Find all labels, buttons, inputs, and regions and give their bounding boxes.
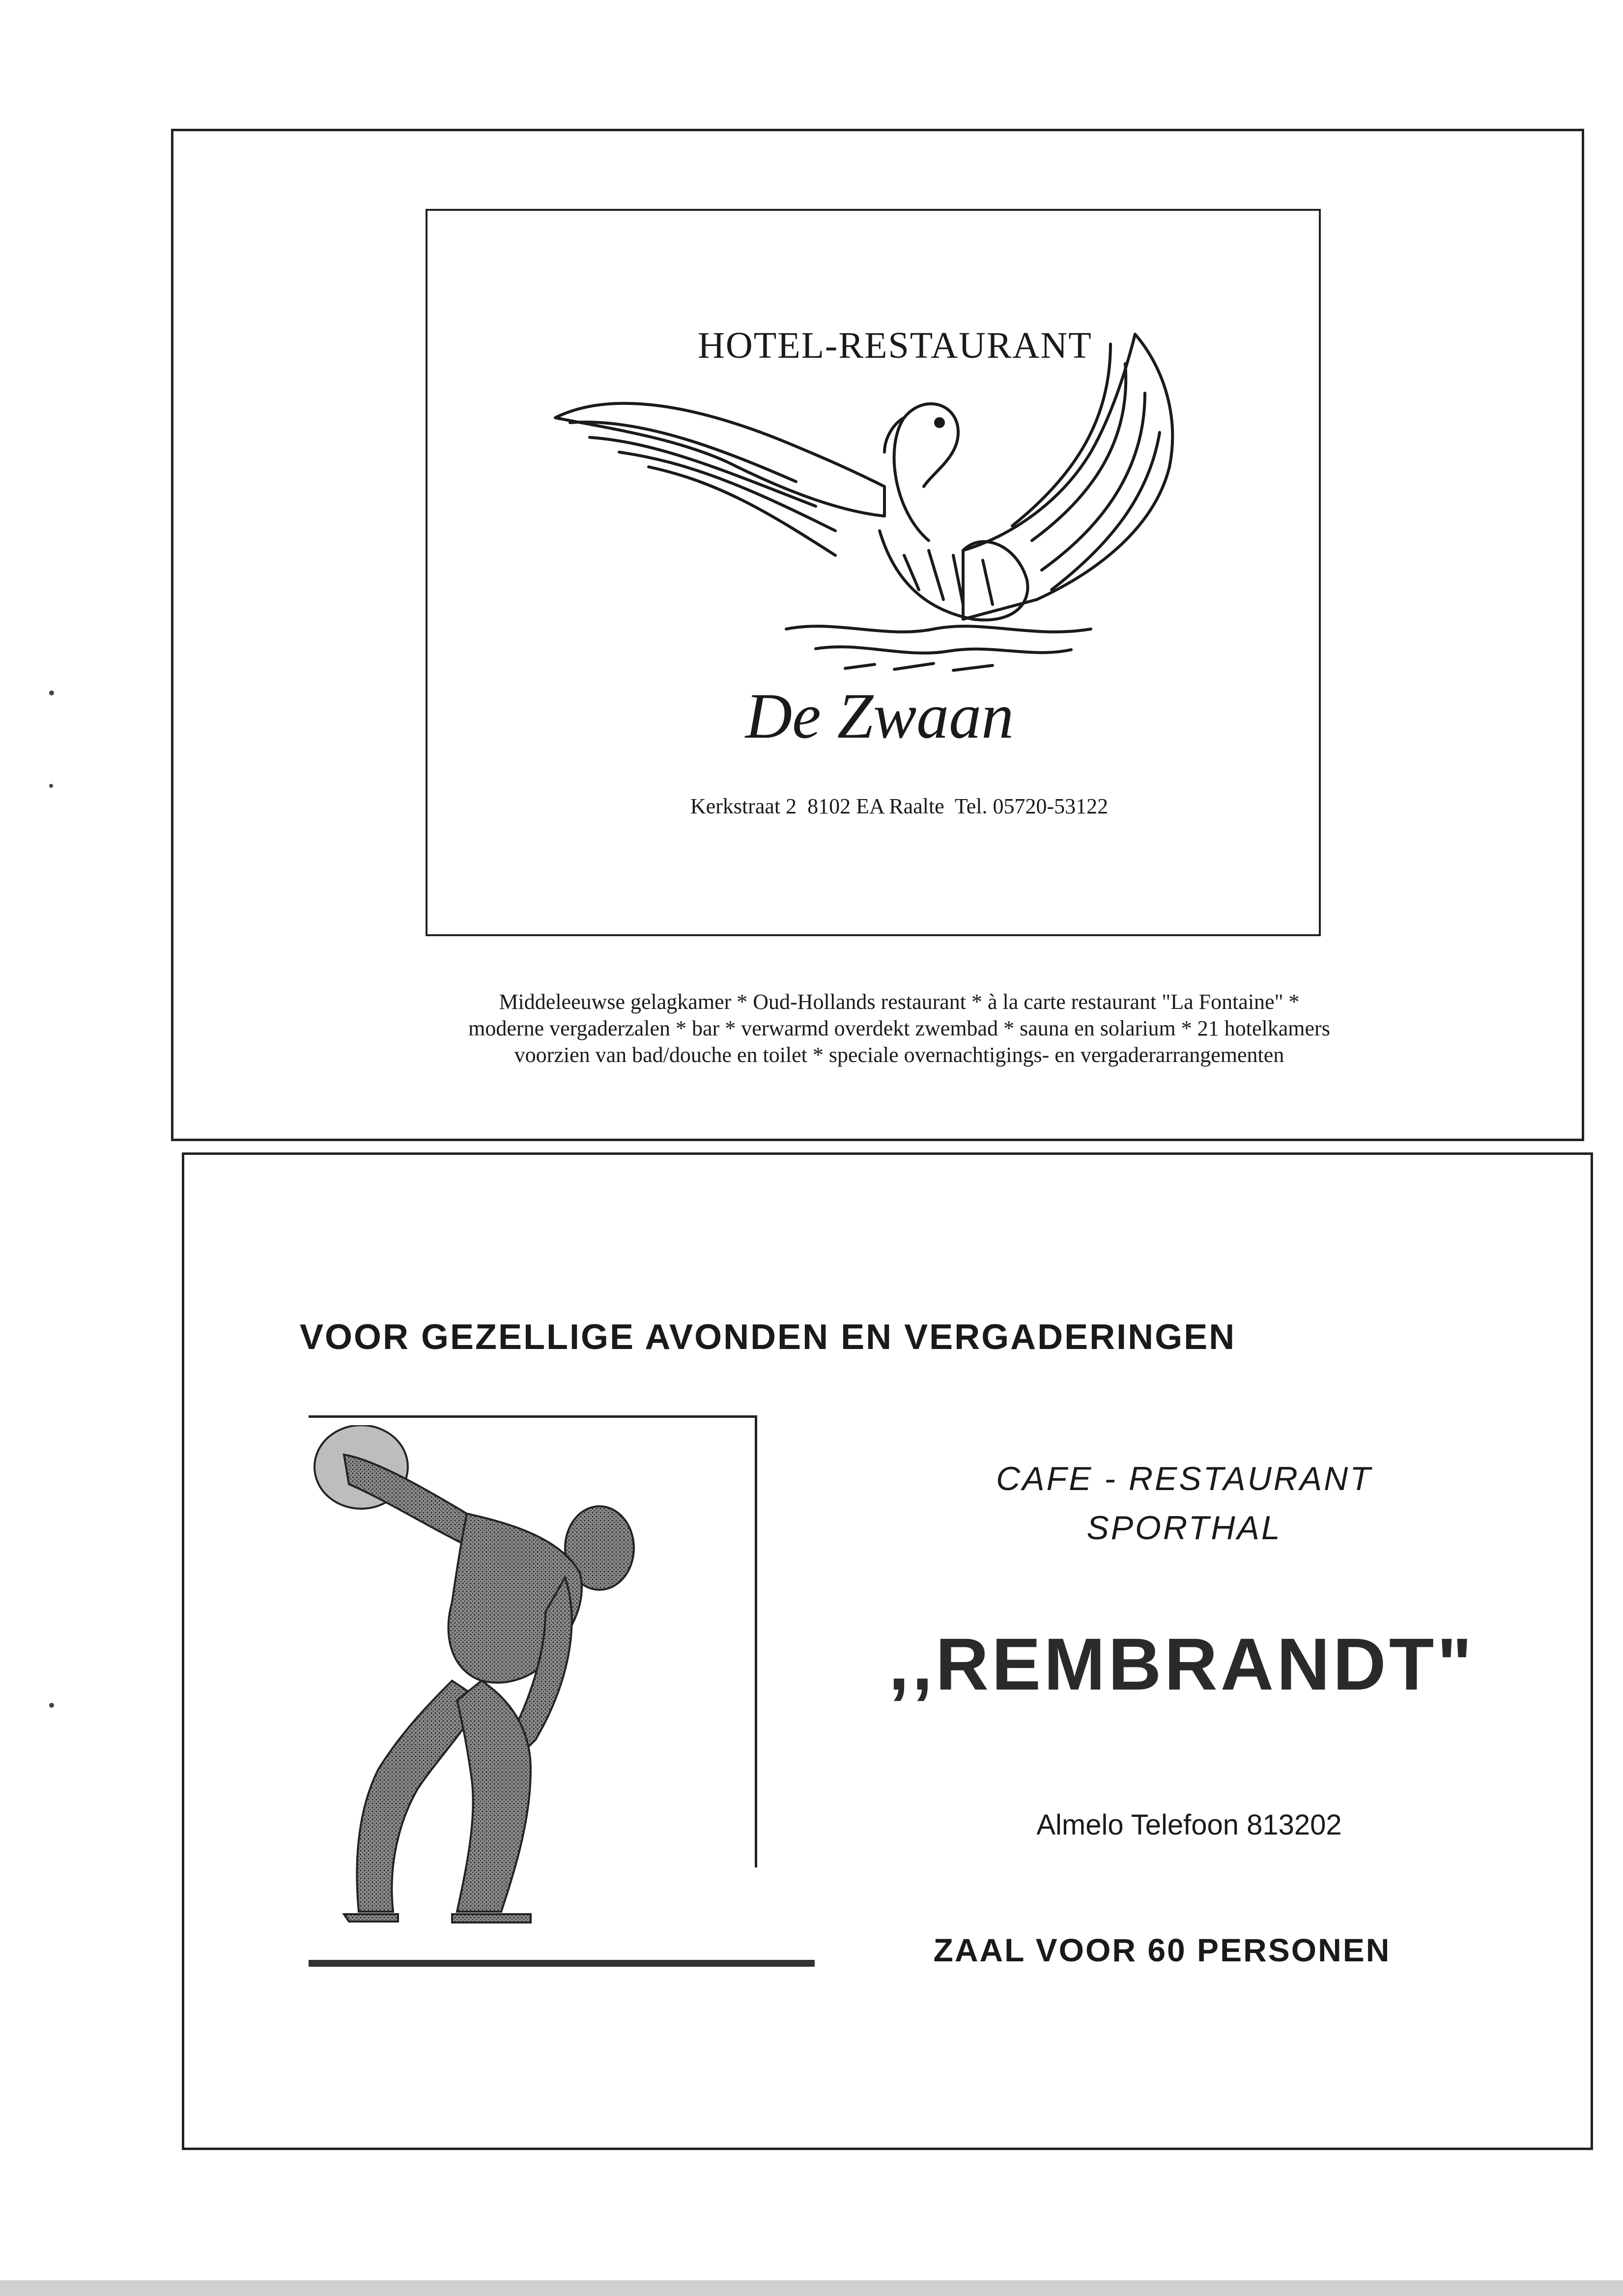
scanner-edge-strip (0, 2280, 1623, 2296)
hotel-facilities (354, 989, 1445, 1068)
scan-speck (49, 784, 53, 788)
scan-speck (49, 1703, 54, 1708)
rembrandt-phone: Almelo Telefoon 813202 (1036, 1809, 1342, 1841)
rembrandt-type-line1: CAFE - RESTAURANT (996, 1460, 1372, 1497)
hotel-heading: HOTEL-RESTAURANT (698, 325, 1092, 366)
facilities-line: Middeleeuwse gelagkamer * Oud-Hollands restaurant * à la carte restaurant "La Fontaine" * (499, 990, 1300, 1014)
facilities-line: voorzien van bad/douche en toilet * speciale overnachtigings- en vergaderarrangementen (514, 1043, 1284, 1067)
illustration-ground-rule (309, 1960, 815, 1967)
discus-thrower-icon (305, 1425, 678, 1961)
illustration-top-rule (309, 1415, 755, 1418)
rembrandt-name: ,,REMBRANDT" (888, 1623, 1475, 1705)
illustration-right-rule (755, 1415, 757, 1867)
hotel-name: De Zwaan (745, 680, 1014, 752)
facilities-line: moderne vergaderzalen * bar * verwarmd overdekt zwembad * sauna en solarium * 21 hotelkamers (468, 1016, 1330, 1040)
rembrandt-slogan: VOOR GEZELLIGE AVONDEN EN VERGADERINGEN (300, 1318, 1236, 1357)
scan-speck (49, 690, 54, 695)
hotel-address: Kerkstraat 2 8102 EA Raalte Tel. 05720-53122 (690, 794, 1109, 818)
rembrandt-capacity: ZAAL VOOR 60 PERSONEN (933, 1932, 1391, 1968)
rembrandt-type-line2: SPORTHAL (1086, 1509, 1282, 1547)
swan-icon (541, 324, 1209, 678)
